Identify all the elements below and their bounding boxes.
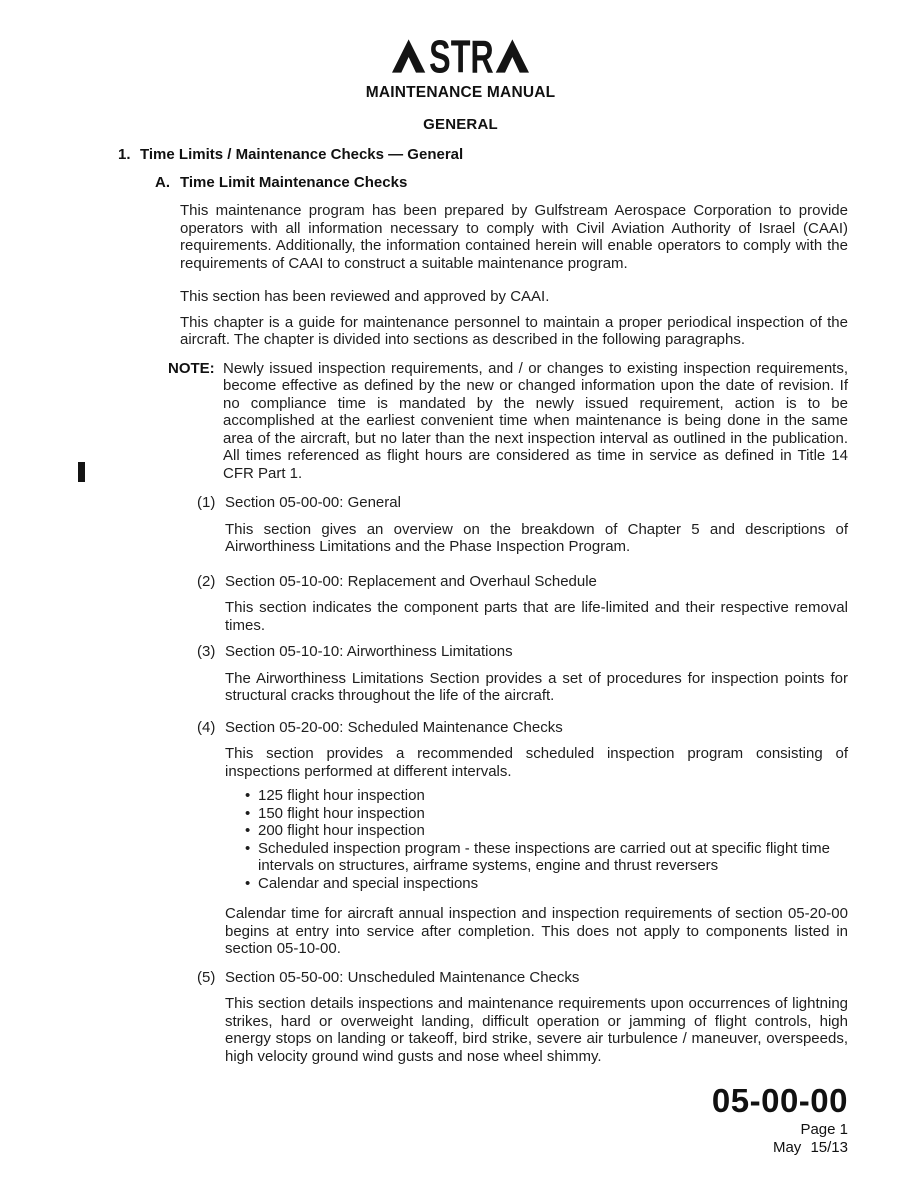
section-heading: [118, 140, 848, 164]
astra-logo: [0, 38, 921, 76]
page-footer: [712, 1083, 848, 1157]
paragraph-chapter-guide: This chapter is a guide for maintenance personnel to maintain a proper periodical inspection of the aircraft. The chapter is divided into sections as described in the following paragraphs.: [180, 313, 848, 348]
logo-letter-a-left: [392, 39, 425, 72]
revision-bar: [78, 462, 85, 482]
bullet-text: 125 flight hour inspection: [258, 787, 425, 804]
bullet-text: 200 flight hour inspection: [258, 822, 425, 839]
doc-subtitle: GENERAL: [423, 116, 498, 133]
page-number: Page 1: [800, 1121, 848, 1138]
item-body: This section provides a recommended scheduled inspection program consisting of inspections performed at different intervals.: [225, 745, 848, 780]
item-number: (1): [197, 494, 216, 511]
paragraph-intro: This maintenance program has been prepared by Gulfstream Aerospace Corporation to provide operators with all information necessary to comply with Civil Aviation Authority of Israel (CAAI) requirements. Additionally, the information contained herein will enable operators to comply with the requirements of CAAI to construct a suitable maintenance program.: [180, 202, 848, 272]
list-item-5: [197, 969, 848, 1066]
item-body: This section gives an overview on the breakdown of Chapter 5 and descriptions of Airworthiness Limitations and the Phase Inspection Program.: [225, 520, 848, 555]
item-heading: [197, 494, 848, 512]
bullet-item: [245, 822, 848, 840]
doc-title: MAINTENANCE MANUAL: [365, 84, 556, 101]
item-title: Section 05-10-10: Airworthiness Limitations: [225, 643, 513, 660]
bullet-item: [245, 840, 848, 875]
list-item-1: [197, 494, 848, 556]
bullet-text: Calendar and special inspections: [258, 874, 479, 892]
bullet-item: [245, 787, 848, 805]
item-heading: [197, 573, 848, 591]
item-number: (3): [197, 643, 216, 660]
content: [118, 140, 848, 1065]
chapter-code: 05-00-00: [711, 1082, 848, 1119]
item-title: Section 05-50-00: Unscheduled Maintenance Checks: [225, 968, 580, 986]
list-item-4: [197, 719, 848, 958]
note-label: NOTE:: [168, 359, 215, 377]
bullet-item: [245, 875, 848, 893]
subsection-letter: A.: [155, 173, 170, 191]
item-heading: [197, 969, 848, 987]
bullet-text: Scheduled inspection program - these inspections are carried out at specific flight time intervals on structures, airframe systems, engine and thrust reversers: [258, 839, 830, 874]
item-calendar-paragraph: Calendar time for aircraft annual inspection and inspection requirements of section 05-20-00 begins at entry into service after completion. This does not apply to components listed in section 05-10-00.: [225, 905, 848, 957]
note-text: Newly issued inspection requirements, and / or changes to existing inspection requirements, become effective as defined by the new or changed information upon the date of revision. If no compliance time is mandated by the newly issued requirement, action is to be accomplished at the earliest convenient time when maintenance is being done in the same area of the aircraft, but no later than the next inspection interval as outlined in the publication. All times referenced as flight hours are considered as time in service as defined in Title 14 CFR Part 1.: [223, 359, 848, 482]
list-item-3: [197, 643, 848, 705]
item-body: This section indicates the component parts that are life-limited and their respective removal times.: [225, 599, 848, 634]
subsection-title: Time Limit Maintenance Checks: [180, 173, 408, 191]
page-header: [0, 0, 921, 133]
item-body: This section details inspections and maintenance requirements upon occurrences of lightning strikes, hard or overweight landing, difficult operation or jamming of flight controls, high energy stops on landing or takeoff, bird strike, severe air turbulence / maneuver, overspeeds, high velocity ground wind gusts and nose wheel shimmy.: [225, 995, 848, 1065]
bullet-text: 150 flight hour inspection: [258, 804, 425, 822]
list-item-2: [197, 573, 848, 635]
item-heading: [197, 719, 848, 737]
note-block: [168, 360, 848, 483]
section-number: 1.: [118, 146, 131, 163]
item-title: Section 05-20-00: Scheduled Maintenance Checks: [225, 718, 563, 736]
section-title: Time Limits / Maintenance Checks — General: [140, 146, 464, 163]
item-title: Section 05-00-00: General: [225, 494, 401, 511]
bullet-item: [245, 805, 848, 823]
item-heading: [197, 643, 848, 661]
logo-letters-str: STR: [429, 38, 494, 74]
item-number: (5): [197, 968, 216, 986]
logo-letter-a-right: [496, 39, 529, 72]
item-body: The Airworthiness Limitations Section provides a set of procedures for inspection points for structural cracks throughout the life of the aircraft.: [225, 669, 848, 704]
revision-date: May 15/13: [772, 1139, 848, 1156]
item-number: (4): [197, 718, 216, 736]
subsection-heading: [155, 174, 848, 192]
item-number: (2): [197, 572, 216, 590]
item-title: Section 05-10-00: Replacement and Overhaul Schedule: [225, 572, 597, 590]
paragraph-caai-approved: This section has been reviewed and approved by CAAI.: [180, 288, 550, 305]
inspection-bullet-list: [245, 787, 848, 892]
